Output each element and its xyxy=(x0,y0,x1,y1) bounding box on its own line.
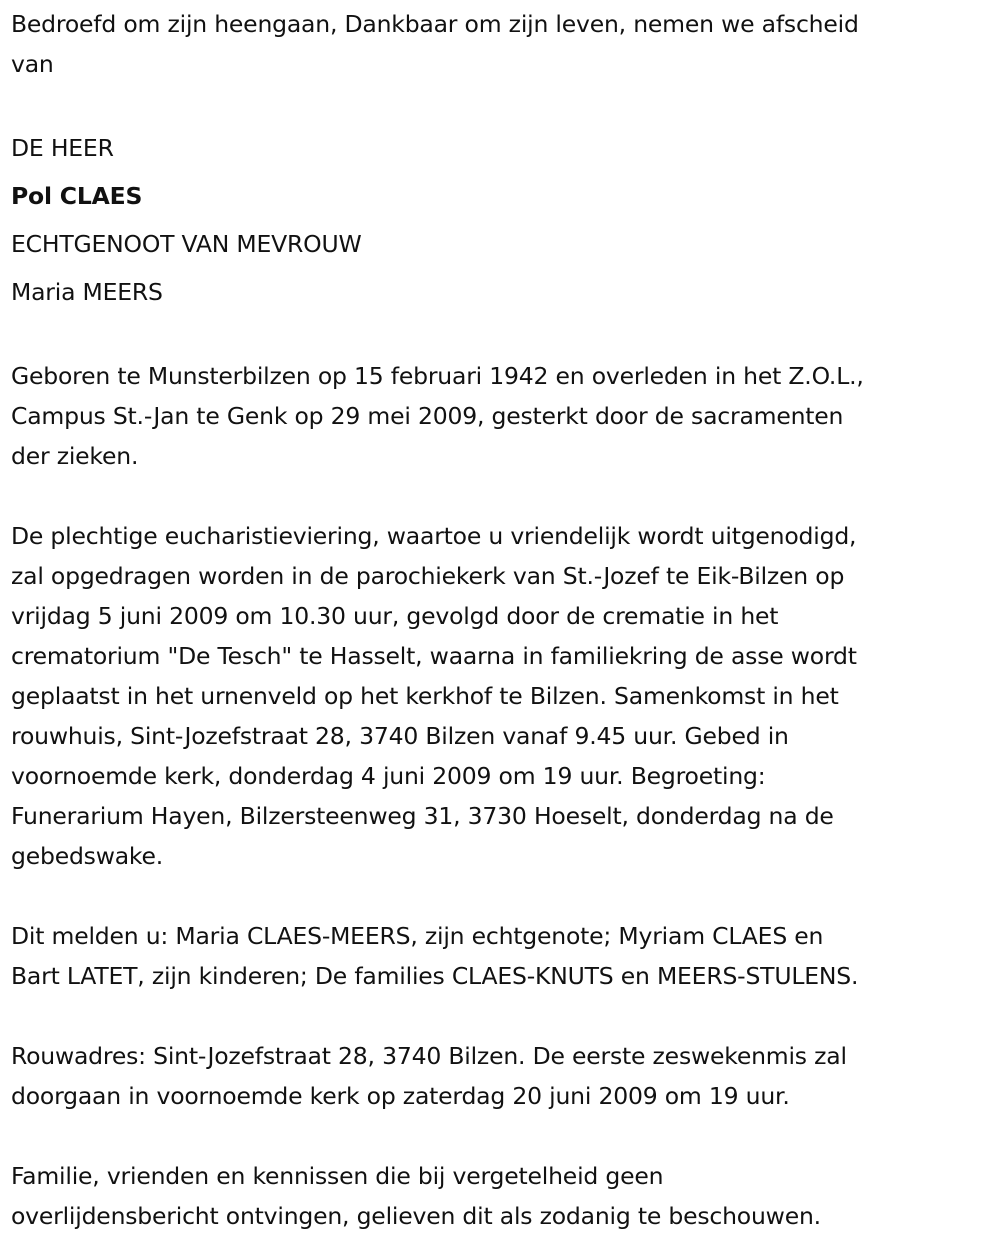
honorific-title: DE HEER xyxy=(11,134,114,162)
text-line: Rouwadres: Sint-Jozefstraat 28, 3740 Bilzen. De eerste zeswekenmis zal xyxy=(11,1042,847,1070)
spacer xyxy=(11,996,1000,1036)
text-line: gebedswake. xyxy=(11,842,164,870)
text-line: overlijdensbericht ontvingen, gelieven dit als zodanig te beschouwen. xyxy=(11,1202,821,1230)
spacer xyxy=(11,84,1000,124)
text-line: der zieken. xyxy=(11,442,139,470)
text-line: Bart LATET, zijn kinderen; De families CLAES-KNUTS en MEERS-STULENS. xyxy=(11,962,859,990)
closing-paragraph xyxy=(11,1156,1000,1236)
text-line: Geboren te Munsterbilzen op 15 februari 1942 en overleden in het Z.O.L., xyxy=(11,362,864,390)
deceased-name: Pol CLAES xyxy=(11,182,143,210)
text-line: crematorium "De Tesch" te Hasselt, waarna in familiekring de asse wordt xyxy=(11,642,857,670)
birth-death-paragraph xyxy=(11,356,1000,476)
text-line: De plechtige eucharistieviering, waartoe u vriendelijk wordt uitgenodigd, xyxy=(11,522,857,550)
relation-label: ECHTGENOOT VAN MEVROUW xyxy=(11,230,362,258)
text-line: Familie, vrienden en kennissen die bij vergetelheid geen xyxy=(11,1162,664,1190)
spacer xyxy=(11,316,1000,356)
text-line: Dit melden u: Maria CLAES-MEERS, zijn echtgenote; Myriam CLAES en xyxy=(11,922,824,950)
text-line: voornoemde kerk, donderdag 4 juni 2009 om 19 uur. Begroeting: xyxy=(11,762,766,790)
text-line: rouwhuis, Sint-Jozefstraat 28, 3740 Bilzen vanaf 9.45 uur. Gebed in xyxy=(11,722,789,750)
spacer xyxy=(11,876,1000,916)
text-line: zal opgedragen worden in de parochiekerk van St.-Jozef te Eik-Bilzen op xyxy=(11,562,845,590)
text-line: vrijdag 5 juni 2009 om 10.30 uur, gevolgd door de crematie in het xyxy=(11,602,779,630)
announced-by-paragraph xyxy=(11,916,1000,996)
intro-line: van xyxy=(11,50,54,78)
spouse-name: Maria MEERS xyxy=(11,278,163,306)
spacer xyxy=(11,1116,1000,1156)
ceremony-paragraph xyxy=(11,516,1000,876)
text-line: Funerarium Hayen, Bilzersteenweg 31, 3730 Hoeselt, donderdag na de xyxy=(11,802,834,830)
spacer xyxy=(11,476,1000,516)
text-line: Campus St.-Jan te Genk op 29 mei 2009, gesterkt door de sacramenten xyxy=(11,402,844,430)
mourning-address-paragraph xyxy=(11,1036,1000,1116)
text-line: doorgaan in voornoemde kerk op zaterdag 20 juni 2009 om 19 uur. xyxy=(11,1082,790,1110)
deceased-heading xyxy=(11,124,1000,316)
text-line: geplaatst in het urnenveld op het kerkhof te Bilzen. Samenkomst in het xyxy=(11,682,839,710)
intro-line: Bedroefd om zijn heengaan, Dankbaar om zijn leven, nemen we afscheid xyxy=(11,10,859,38)
intro-paragraph xyxy=(11,4,1000,84)
